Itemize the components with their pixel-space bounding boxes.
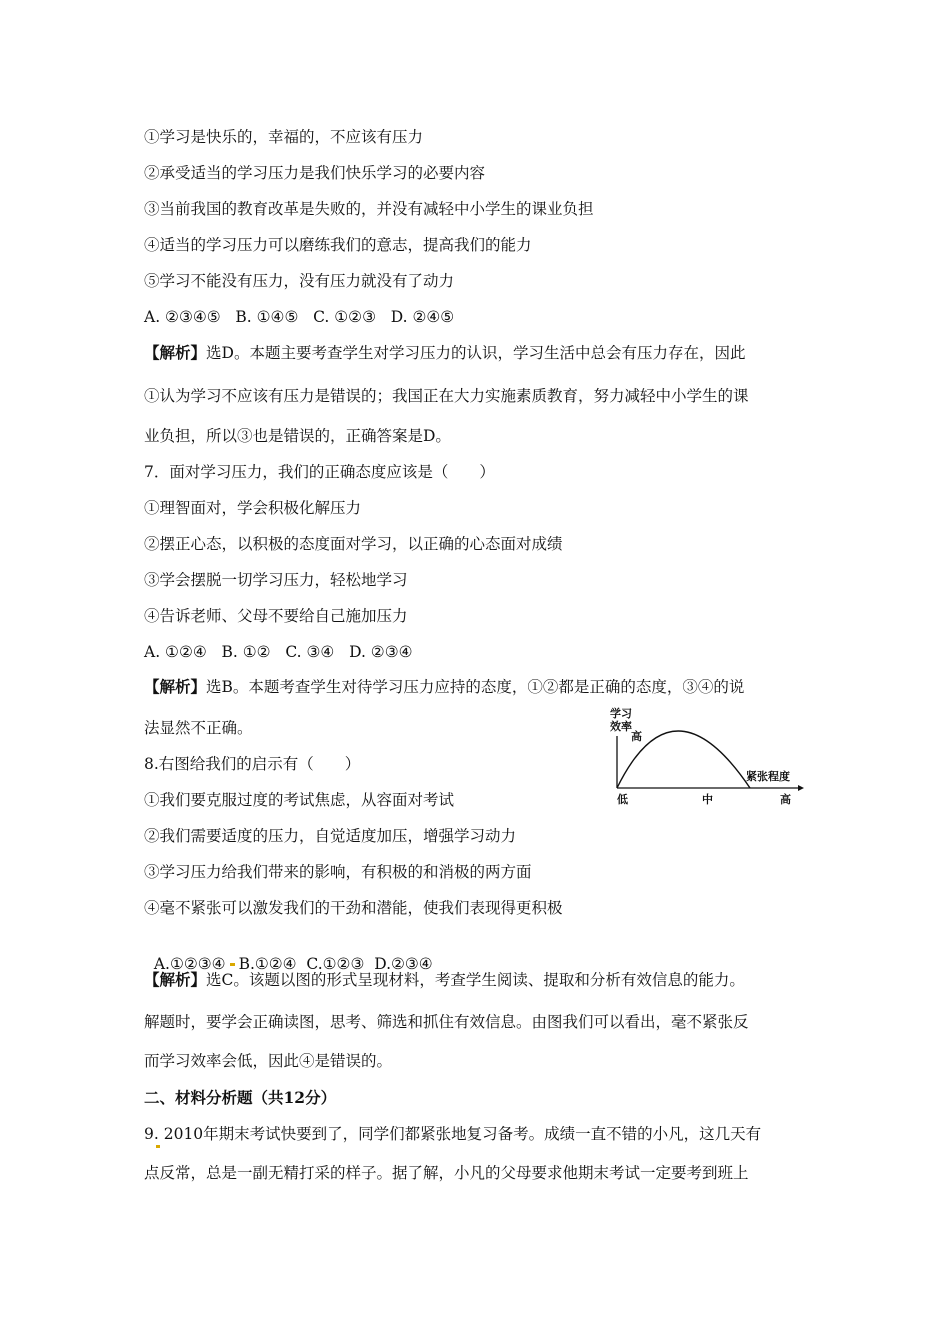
q9-line-2: 点反常，总是一副无精打采的样子。据了解，小凡的父母要求他期末考试一定要考到班上 bbox=[144, 1164, 749, 1182]
q8-stem: 8.右图给我们的启示有（ ） bbox=[144, 755, 361, 773]
q7-option-2: ②摆正心态，以积极的态度面对学习，以正确的心态面对成绩 bbox=[144, 535, 563, 553]
highlight-dot bbox=[156, 1145, 160, 1148]
figure-x-tick-mid: 中 bbox=[702, 793, 713, 806]
q6-option-5: ⑤学习不能没有压力，没有压力就没有了动力 bbox=[144, 272, 455, 290]
q6-option-2: ②承受适当的学习压力是我们快乐学习的必要内容 bbox=[144, 164, 486, 182]
figure-xlabel: 紧张程度 bbox=[746, 770, 790, 783]
q6-option-3: ③当前我国的教育改革是失败的，并没有减轻中小学生的课业负担 bbox=[144, 200, 594, 218]
q9-line-1: 9. 2010年期末考试快要到了，同学们都紧张地复习备考。成绩一直不错的小凡，这几天有 bbox=[144, 1125, 762, 1143]
q6-analysis-line-1 bbox=[144, 343, 745, 363]
q7-option-1: ①理智面对，学会积极化解压力 bbox=[144, 499, 362, 517]
figure-x-tick-low: 低 bbox=[617, 793, 628, 806]
q8-analysis-line-1 bbox=[144, 970, 745, 990]
section-heading: 二、材料分析题（共12分） bbox=[144, 1088, 337, 1107]
q6-analysis-line-3: 业负担，所以③也是错误的，正确答案是D。 bbox=[144, 427, 451, 445]
figure-peak-label: 高 bbox=[631, 730, 642, 743]
q6-option-1: ①学习是快乐的，幸福的，不应该有压力 bbox=[144, 128, 424, 146]
q7-analysis-line-1 bbox=[144, 677, 744, 697]
q8-option-2: ②我们需要适度的压力，自觉适度加压，增强学习动力 bbox=[144, 827, 517, 845]
q8-analysis-line-2: 解题时，要学会正确读图，思考、筛选和抓住有效信息。由图我们可以看出，毫不紧张反 bbox=[144, 1013, 749, 1031]
q7-option-3: ③学会摆脱一切学习压力，轻松地学习 bbox=[144, 571, 408, 589]
q7-option-4: ④告诉老师、父母不要给自己施加压力 bbox=[144, 607, 408, 625]
analysis-tag: 【解析】 bbox=[144, 677, 207, 696]
analysis-text: 选C。该题以图的形式呈现材料，考查学生阅读、提取和分析有效信息的能力。 bbox=[206, 971, 745, 989]
stress-efficiency-figure bbox=[608, 706, 808, 808]
analysis-tag: 【解析】 bbox=[144, 970, 207, 989]
q7-analysis-line-2: 法显然不正确。 bbox=[144, 719, 253, 737]
figure-x-tick-high: 高 bbox=[780, 793, 791, 806]
q6-analysis-line-2: ①认为学习不应该有压力是错误的；我国正在大力实施素质教育，努力减轻中小学生的课 bbox=[144, 387, 749, 405]
analysis-tag: 【解析】 bbox=[144, 343, 207, 362]
q6-option-4: ④适当的学习压力可以磨练我们的意志，提高我们的能力 bbox=[144, 236, 532, 254]
figure-ylabel-2: 效率 bbox=[610, 720, 632, 733]
figure-x-arrow-icon bbox=[798, 785, 804, 791]
q7-stem: 7．面对学习压力，我们的正确态度应该是（ ） bbox=[144, 463, 495, 481]
q8-analysis-line-3: 而学习效率会低，因此④是错误的。 bbox=[144, 1052, 393, 1070]
q6-choices: A. ②③④⑤ B. ①④⑤ C. ①②③ D. ②④⑤ bbox=[144, 308, 455, 326]
q8-choices bbox=[144, 934, 433, 974]
q8-choices-rest: B.①②④ C.①②③ D.②③④ bbox=[238, 955, 433, 973]
q8-option-4: ④毫不紧张可以激发我们的干劲和潜能，使我们表现得更积极 bbox=[144, 899, 563, 917]
q8-choice-a: A.①②③④ bbox=[153, 955, 226, 973]
analysis-text: 选D。本题主要考查学生对学习压力的认识，学习生活中总会有压力存在，因此 bbox=[206, 344, 746, 362]
q8-option-3: ③学习压力给我们带来的影响，有积极的和消极的两方面 bbox=[144, 863, 532, 881]
analysis-text: 选B。本题考查学生对待学习压力应持的态度，①②都是正确的态度，③④的说 bbox=[206, 678, 745, 696]
q8-option-1: ①我们要克服过度的考试焦虑，从容面对考试 bbox=[144, 791, 455, 809]
figure-ylabel-1: 学习 bbox=[610, 707, 632, 720]
q7-choices: A. ①②④ B. ①② C. ③④ D. ②③④ bbox=[144, 643, 413, 661]
highlight-dot bbox=[230, 963, 235, 966]
